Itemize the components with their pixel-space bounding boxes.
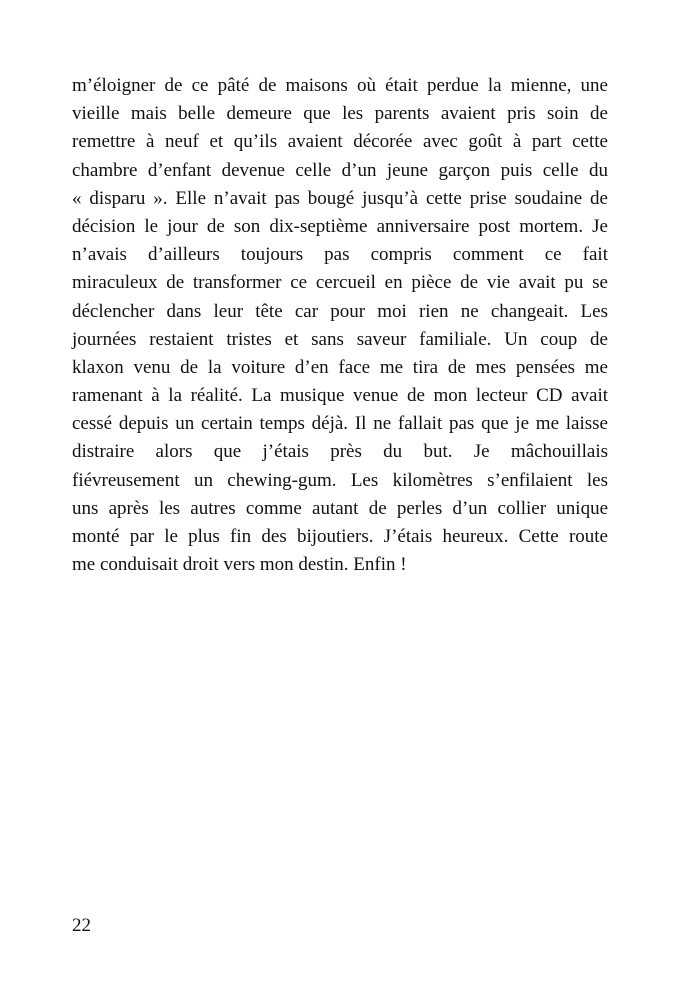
text-line: m’éloigner de ce pâté de maisons où était perdue la mienne, une (72, 75, 608, 96)
text-line: déclencher dans leur tête car pour moi rien ne changeait. Les (72, 300, 608, 322)
text-line: monté par le plus fin des bijoutiers. J’étais heureux. Cette route (72, 526, 608, 547)
page-number: 22 (72, 915, 91, 936)
text-line: remettre à neuf et qu’ils avaient décorée avec goût à part cette (72, 131, 608, 153)
text-line: miraculeux de transformer ce cercueil en pièce de vie avait pu se (72, 272, 608, 294)
text-line: vieille mais belle demeure que les parents avaient pris soin de (72, 103, 608, 125)
text-line: chambre d’enfant devenue celle d’un jeune garçon puis celle du (72, 159, 608, 181)
text-line: distraire alors que j’étais près du but. Je mâchouillais (72, 441, 608, 463)
text-line: ramenant à la réalité. La musique venue de mon lecteur CD avait (72, 385, 608, 407)
text-line-last: me conduisait droit vers mon destin. Enfin ! (72, 554, 407, 576)
text-line: uns après les autres comme autant de perles d’un collier unique (72, 497, 608, 519)
text-line: klaxon venu de la voiture d’en face me tira de mes pensées me (72, 356, 608, 378)
text-line: journées restaient tristes et sans saveur familiale. Un coup de (72, 328, 608, 350)
text-line: « disparu ». Elle n’avait pas bougé jusqu’à cette prise soudaine de (72, 187, 608, 209)
text-line: cessé depuis un certain temps déjà. Il ne fallait pas que je me laisse (72, 413, 608, 435)
text-line: n’avais d’ailleurs toujours pas compris comment ce fait (72, 244, 608, 266)
body-paragraph (72, 72, 608, 579)
text-line: décision le jour de son dix-septième anniversaire post mortem. Je (72, 215, 608, 237)
text-line: fiévreusement un chewing-gum. Les kilomètres s’enfilaient les (72, 469, 608, 491)
